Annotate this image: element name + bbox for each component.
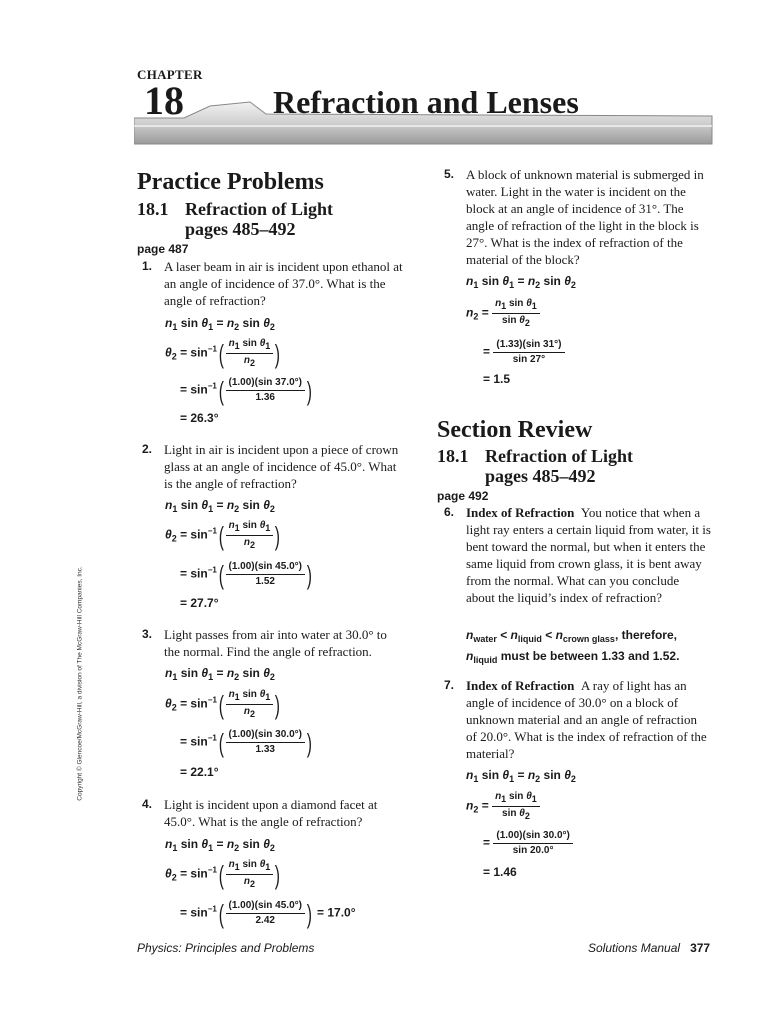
problem-3 [142,626,404,660]
substitution-equation: = $\sin^{-1}$( $\frac{(1.00)(\sin 30.0^\circ)}{1.33}$ ) [180,727,312,758]
problem-number: 4. [142,797,153,811]
problem-text: A block of unknown material is submerged in water. Light in the water is incident on the block at an angle of incidence of 31°. The angle of refraction of the light in the block is 27°. What is the index of refraction of the material of the block? [466,167,704,267]
n2-equation: $n_2$ = $\frac{n_1 \sin \theta_1}{\sin \theta_2}$ [466,298,540,329]
practice-subsection-pages: pages 485–492 [185,219,296,239]
theta2-equation: $\theta_2 = \sin^{-1}$( $\frac{n_1 \sin \theta_1}{n_2}$ ) [165,520,281,551]
problem-4 [142,796,404,830]
answer: = 1.46 [483,865,517,879]
subsection-number: 18.1 [437,446,469,466]
snell-law-equation: $n_1$ $\sin \theta_1 = n_2$ $\sin \theta_2$ [165,666,275,682]
substitution-equation: = $\sin^{-1}$( $\frac{(1.00)(\sin 37.0^\circ)}{1.36}$ ) [180,375,312,406]
theta2-equation: $\theta_2 = \sin^{-1}$( $\frac{n_1 \sin \theta_1}{n_2}$ ) [165,338,281,369]
footer-book-title: Physics: Principles and Problems [137,941,315,955]
substitution-equation: = $\frac{(1.00)(\sin 30.0^\circ)}{\sin 20.0^\circ}$ [483,830,573,857]
problem-2 [142,441,404,492]
problem-text: Light passes from air into water at 30.0° to the normal. Find the angle of refraction. [164,627,387,659]
problem-text: A laser beam in air is incident upon ethanol at an angle of incidence of 37.0°. What is the angle of refraction? [164,259,403,308]
copyright-notice: Copyright © Glencoe/McGraw-Hill, a division of The McGraw-Hill Companies, Inc. [76,566,84,801]
problem-text: Light is incident upon a diamond facet at 45.0°. What is the angle of refraction? [164,797,378,829]
subsection-title: Refraction of Light [485,446,633,466]
problem-6-answer-line-2: $n_{liquid}$ must be between 1.33 and 1.52. [466,649,680,665]
problem-number: 1. [142,259,153,273]
answer: = 26.3° [180,411,219,425]
problem-number: 3. [142,627,153,641]
problem-number: 6. [444,505,455,519]
footer-manual: Solutions Manual [588,941,681,955]
substitution-equation: = $\sin^{-1}$( $\frac{(1.00)(\sin 45.0^\circ)}{2.42}$ ) = 17.0° [180,898,356,929]
problem-number: 7. [444,678,455,692]
snell-law-equation: $n_1$ $\sin \theta_1 = n_2$ $\sin \theta_2$ [165,837,275,853]
answer: = 1.5 [483,372,511,386]
problem-6-answer-line-1: $n_{water} < n_{liquid} < n_{crown glass}$, therefore, [466,628,677,644]
snell-law-equation: $n_1$ $\sin \theta_1 = n_2$ $\sin \theta_2$ [165,498,275,514]
page-ref: page 487 [137,242,189,256]
answer: = 27.7° [180,596,219,610]
answer: = 22.1° [180,765,219,779]
problem-topic: Index of Refraction [466,678,575,693]
review-subsection-heading [437,446,633,467]
answer: = 17.0° [317,905,356,920]
review-subsection-pages: pages 485–492 [485,466,596,486]
subsection-number: 18.1 [137,199,169,219]
chapter-title: Refraction and Lenses [273,84,579,120]
problem-text: You notice that when a light ray enters a certain liquid from water, it is bent toward the normal, but when it enters the same liquid from crown glass, it is bent away from the normal. What can you conclude about the liquid’s index of refraction? [466,505,711,605]
page-number: 377 [690,941,711,955]
problem-6 [444,504,711,606]
snell-law-equation: $n_1$ $\sin \theta_1 = n_2$ $\sin \theta_2$ [466,274,576,290]
snell-law-equation: $n_1$ $\sin \theta_1 = n_2$ $\sin \theta_2$ [466,768,576,784]
subsection-title: Refraction of Light [185,199,333,219]
page-ref: page 492 [437,489,489,503]
practice-subsection-heading [137,199,333,220]
theta2-equation: $\theta_2 = \sin^{-1}$( $\frac{n_1 \sin \theta_1}{n_2}$ ) [165,689,281,720]
footer-page-info [588,941,710,955]
problem-number: 5. [444,167,455,181]
problem-text: Light in air is incident upon a piece of crown glass at an angle of incidence of 45.0°. What is the angle of refraction? [164,442,399,491]
substitution-equation: = $\sin^{-1}$( $\frac{(1.00)(\sin 45.0^\circ)}{1.52}$ ) [180,559,312,590]
problem-5 [444,166,711,268]
substitution-equation: = $\frac{(1.33)(\sin 31^\circ)}{\sin 27^\circ}$ [483,339,565,366]
snell-law-equation: $n_1$ $\sin \theta_1 = n_2$ $\sin \theta_2$ [165,316,275,332]
problem-text: A ray of light has an angle of incidence of 30.0° on a block of unknown material and an angle of refraction of 20.0°. What is the index of refraction of the material? [466,678,707,761]
problem-1 [142,258,404,309]
section-review-heading: Section Review [437,417,593,443]
problem-number: 2. [142,442,153,456]
practice-problems-heading: Practice Problems [137,169,324,195]
theta2-equation: $\theta_2 = \sin^{-1}$( $\frac{n_1 \sin \theta_1}{n_2}$ ) [165,859,281,890]
problem-topic: Index of Refraction [466,505,575,520]
chapter-number: 18 [144,78,184,123]
n2-equation: $n_2$ = $\frac{n_1 \sin \theta_1}{\sin \theta_2}$ [466,791,540,822]
problem-7 [444,677,711,762]
header-bar [134,100,714,150]
chapter-label: CHAPTER [137,67,203,82]
